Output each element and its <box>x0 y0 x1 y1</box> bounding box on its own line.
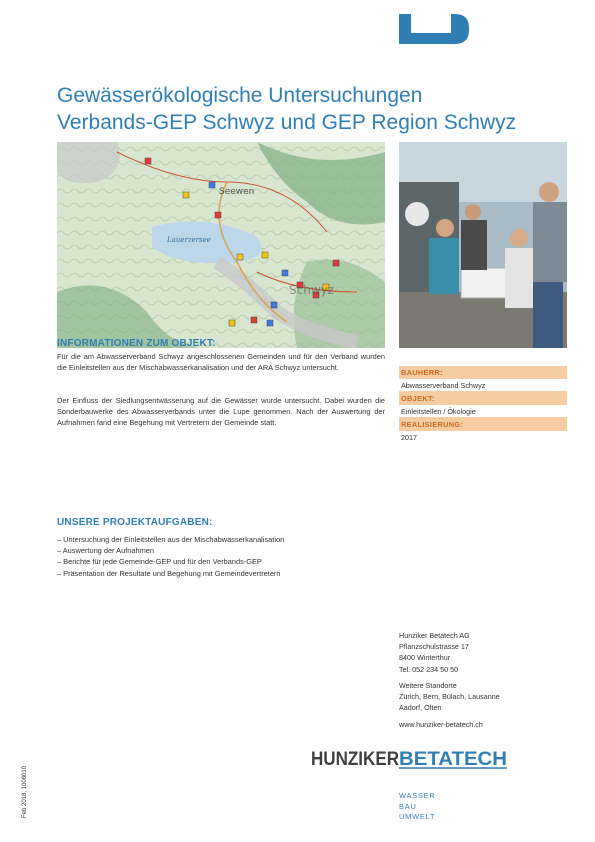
brand-part-2: BETATECH <box>399 749 507 770</box>
more-locations-line-2: Aadorf, Olten <box>399 703 442 713</box>
more-locations-heading: Weitere Standorte <box>399 680 457 690</box>
list-item: – Untersuchung der Einleitstellen aus der Mischabwasserkanalisation <box>57 535 285 544</box>
brand-part-1: HUNZIKER <box>311 749 400 770</box>
realisierung-value: 2017 <box>401 433 417 442</box>
company-city: 8400 Winterthur <box>399 653 451 663</box>
title-line-2: Verbands-GEP Schwyz und GEP Region Schwyz <box>57 111 517 134</box>
info-paragraph-2: Der Einfluss der Siedlungsentwässerung auf die Gewässer wurde untersucht. Dabei wurden die Sonderbauwerke des Abwasserverbands unter die Lupe genommen. Nach der Auswertung der Aufnahmen fand eine Begehung mit Vertretern der Gemeinde statt. <box>57 396 385 428</box>
document-date-code: Feb 2018, 1008010 <box>22 765 28 818</box>
bauherr-value: Abwasserverband Schwyz <box>399 379 567 392</box>
bauherr-label: BAUHERR: <box>399 366 567 379</box>
tasks-heading: UNSERE PROJEKTAUFGABEN: <box>57 517 213 528</box>
company-phone: Tel. 052 234 50 50 <box>399 664 459 674</box>
list-item: – Präsentation der Resultate und Begehung mit Gemeindevertretern <box>57 568 281 578</box>
page-title <box>57 82 557 136</box>
map-label-schwyz: Schwyz <box>289 283 335 297</box>
topographic-map <box>57 142 385 348</box>
slogan-line: WASSER <box>399 791 436 800</box>
info-heading: INFORMATIONEN ZUM OBJEKT: <box>57 338 216 349</box>
site-photo <box>399 142 567 348</box>
company-website-link[interactable]: www.hunziker-betatech.ch <box>399 720 483 730</box>
list-item: – Auswertung der Aufnahmen <box>57 546 154 556</box>
slogan <box>399 791 436 823</box>
project-info-box <box>399 366 567 444</box>
map-label-seewen: Seewen <box>219 187 255 197</box>
more-locations-line-1: Zürich, Bern, Bülach, Lausanne <box>399 692 500 702</box>
people-at-site-illustration <box>399 142 567 348</box>
title-line-1: Gewässerökologische Untersuchungen <box>57 84 423 107</box>
task-list <box>57 534 385 579</box>
slogan-line: BAU <box>399 801 417 811</box>
realisierung-label: REALISIERUNG: <box>399 418 567 431</box>
company-address <box>399 630 567 731</box>
objekt-value: Einleitstellen / Ökologie <box>399 405 567 418</box>
info-paragraph-1: Für die am Abwasserverband Schwyz angeschlossenen Gemeinden und für den Verband wurden die Einleitstellen aus der Mischabwasserkanalisation und der ARA Schwyz untersucht. <box>57 352 385 373</box>
map-label-lake: Lauerzersee <box>167 236 211 244</box>
company-name: Hunziker Betatech AG <box>399 631 470 640</box>
project-map-image <box>57 142 385 348</box>
list-item: – Berichte für jede Gemeinde-GEP und für den Verbands-GEP <box>57 557 262 567</box>
objekt-label: OBJEKT: <box>399 392 567 405</box>
company-street: Pflanzschulstrasse 17 <box>399 642 469 652</box>
company-logo <box>311 748 509 770</box>
slogan-line: UMWELT <box>399 812 436 821</box>
corner-logo-icon <box>399 14 469 44</box>
